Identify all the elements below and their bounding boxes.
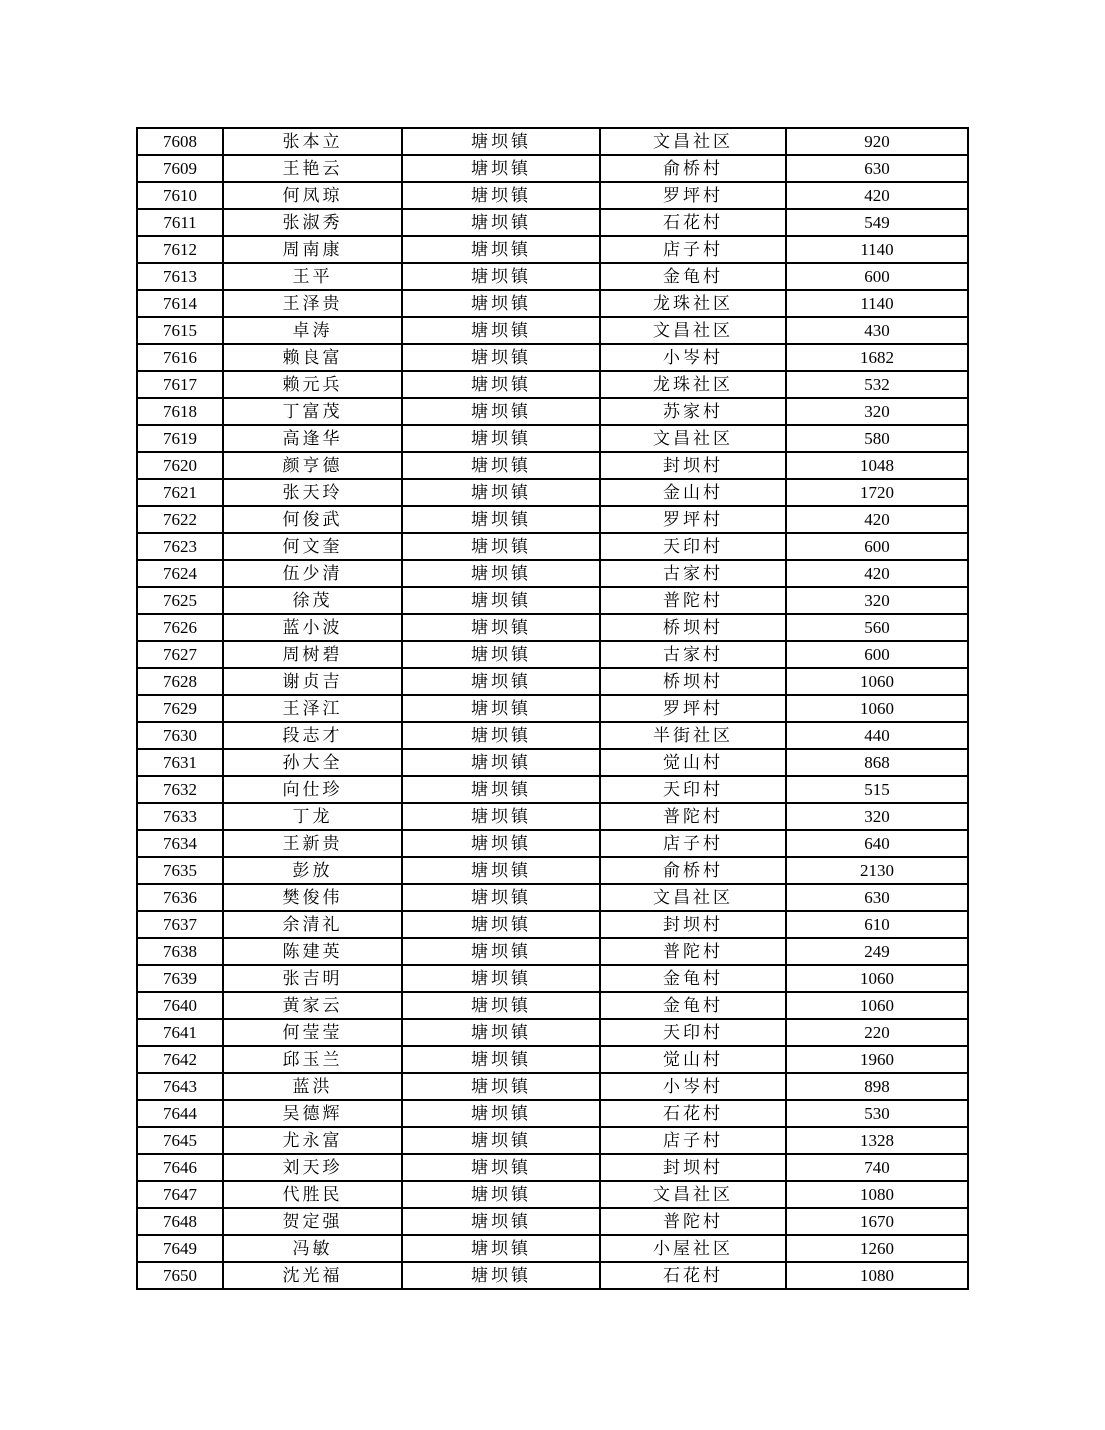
table-row <box>137 614 968 641</box>
cell-town: 塘坝镇 <box>402 722 600 749</box>
cell-name: 张本立 <box>223 128 402 155</box>
cell-id: 7643 <box>137 1073 223 1100</box>
cell-name: 王泽贵 <box>223 290 402 317</box>
cell-id: 7634 <box>137 830 223 857</box>
cell-amount: 1960 <box>786 1046 968 1073</box>
table-row <box>137 182 968 209</box>
cell-name: 樊俊伟 <box>223 884 402 911</box>
cell-village: 桥坝村 <box>600 614 786 641</box>
cell-name: 卓涛 <box>223 317 402 344</box>
table-row <box>137 668 968 695</box>
cell-town: 塘坝镇 <box>402 614 600 641</box>
cell-id: 7620 <box>137 452 223 479</box>
table-row <box>137 1262 968 1289</box>
cell-id: 7632 <box>137 776 223 803</box>
cell-village: 半街社区 <box>600 722 786 749</box>
cell-name: 张淑秀 <box>223 209 402 236</box>
table-row <box>137 128 968 155</box>
cell-town: 塘坝镇 <box>402 560 600 587</box>
cell-amount: 1060 <box>786 992 968 1019</box>
table-row <box>137 695 968 722</box>
cell-village: 金龟村 <box>600 965 786 992</box>
cell-village: 金龟村 <box>600 992 786 1019</box>
cell-name: 段志才 <box>223 722 402 749</box>
cell-name: 伍少清 <box>223 560 402 587</box>
table-row <box>137 830 968 857</box>
cell-id: 7641 <box>137 1019 223 1046</box>
cell-name: 何俊武 <box>223 506 402 533</box>
cell-amount: 1080 <box>786 1262 968 1289</box>
cell-town: 塘坝镇 <box>402 641 600 668</box>
table-row <box>137 803 968 830</box>
cell-name: 陈建英 <box>223 938 402 965</box>
cell-amount: 515 <box>786 776 968 803</box>
cell-town: 塘坝镇 <box>402 425 600 452</box>
cell-village: 店子村 <box>600 830 786 857</box>
cell-town: 塘坝镇 <box>402 236 600 263</box>
cell-village: 封坝村 <box>600 911 786 938</box>
cell-name: 蓝小波 <box>223 614 402 641</box>
cell-id: 7627 <box>137 641 223 668</box>
cell-name: 周树碧 <box>223 641 402 668</box>
cell-amount: 1140 <box>786 290 968 317</box>
cell-village: 文昌社区 <box>600 317 786 344</box>
cell-village: 文昌社区 <box>600 1181 786 1208</box>
cell-id: 7650 <box>137 1262 223 1289</box>
cell-amount: 740 <box>786 1154 968 1181</box>
cell-name: 蓝洪 <box>223 1073 402 1100</box>
cell-village: 小岑村 <box>600 344 786 371</box>
cell-name: 何莹莹 <box>223 1019 402 1046</box>
cell-id: 7633 <box>137 803 223 830</box>
cell-town: 塘坝镇 <box>402 1019 600 1046</box>
cell-name: 尤永富 <box>223 1127 402 1154</box>
cell-amount: 1080 <box>786 1181 968 1208</box>
cell-id: 7613 <box>137 263 223 290</box>
cell-amount: 2130 <box>786 857 968 884</box>
cell-amount: 249 <box>786 938 968 965</box>
cell-town: 塘坝镇 <box>402 695 600 722</box>
cell-amount: 600 <box>786 641 968 668</box>
cell-amount: 320 <box>786 587 968 614</box>
table-row <box>137 1073 968 1100</box>
table-row <box>137 1154 968 1181</box>
cell-name: 冯敏 <box>223 1235 402 1262</box>
cell-name: 张吉明 <box>223 965 402 992</box>
cell-name: 邱玉兰 <box>223 1046 402 1073</box>
cell-town: 塘坝镇 <box>402 209 600 236</box>
cell-village: 封坝村 <box>600 452 786 479</box>
cell-id: 7624 <box>137 560 223 587</box>
cell-town: 塘坝镇 <box>402 884 600 911</box>
cell-name: 王艳云 <box>223 155 402 182</box>
table-row <box>137 1100 968 1127</box>
cell-town: 塘坝镇 <box>402 290 600 317</box>
cell-town: 塘坝镇 <box>402 1181 600 1208</box>
table-row <box>137 1208 968 1235</box>
cell-id: 7628 <box>137 668 223 695</box>
cell-amount: 220 <box>786 1019 968 1046</box>
cell-id: 7612 <box>137 236 223 263</box>
cell-town: 塘坝镇 <box>402 128 600 155</box>
cell-name: 余清礼 <box>223 911 402 938</box>
table-row <box>137 506 968 533</box>
cell-id: 7618 <box>137 398 223 425</box>
cell-village: 金山村 <box>600 479 786 506</box>
table-row <box>137 155 968 182</box>
cell-town: 塘坝镇 <box>402 344 600 371</box>
cell-id: 7623 <box>137 533 223 560</box>
cell-name: 周南康 <box>223 236 402 263</box>
cell-name: 沈光福 <box>223 1262 402 1289</box>
cell-amount: 549 <box>786 209 968 236</box>
cell-amount: 530 <box>786 1100 968 1127</box>
cell-name: 彭放 <box>223 857 402 884</box>
cell-id: 7631 <box>137 749 223 776</box>
cell-name: 高逢华 <box>223 425 402 452</box>
cell-village: 天印村 <box>600 776 786 803</box>
cell-id: 7617 <box>137 371 223 398</box>
cell-town: 塘坝镇 <box>402 749 600 776</box>
cell-id: 7640 <box>137 992 223 1019</box>
cell-town: 塘坝镇 <box>402 452 600 479</box>
cell-village: 普陀村 <box>600 587 786 614</box>
cell-village: 苏家村 <box>600 398 786 425</box>
cell-name: 何文奎 <box>223 533 402 560</box>
cell-amount: 1670 <box>786 1208 968 1235</box>
table-row <box>137 398 968 425</box>
cell-town: 塘坝镇 <box>402 317 600 344</box>
cell-id: 7614 <box>137 290 223 317</box>
cell-name: 张天玲 <box>223 479 402 506</box>
cell-town: 塘坝镇 <box>402 803 600 830</box>
cell-amount: 320 <box>786 803 968 830</box>
cell-town: 塘坝镇 <box>402 587 600 614</box>
cell-town: 塘坝镇 <box>402 1127 600 1154</box>
table-row <box>137 911 968 938</box>
table-row <box>137 1019 968 1046</box>
table-row <box>137 425 968 452</box>
cell-village: 普陀村 <box>600 1208 786 1235</box>
cell-id: 7616 <box>137 344 223 371</box>
cell-name: 刘天珍 <box>223 1154 402 1181</box>
cell-town: 塘坝镇 <box>402 1073 600 1100</box>
cell-id: 7629 <box>137 695 223 722</box>
cell-id: 7645 <box>137 1127 223 1154</box>
cell-id: 7644 <box>137 1100 223 1127</box>
cell-town: 塘坝镇 <box>402 1100 600 1127</box>
table-row <box>137 1181 968 1208</box>
cell-name: 赖良富 <box>223 344 402 371</box>
table-row <box>137 479 968 506</box>
cell-village: 金龟村 <box>600 263 786 290</box>
table-container <box>136 127 969 1290</box>
cell-name: 颜亨德 <box>223 452 402 479</box>
cell-amount: 420 <box>786 560 968 587</box>
cell-town: 塘坝镇 <box>402 1262 600 1289</box>
cell-town: 塘坝镇 <box>402 1208 600 1235</box>
cell-amount: 1682 <box>786 344 968 371</box>
cell-name: 丁富茂 <box>223 398 402 425</box>
cell-id: 7638 <box>137 938 223 965</box>
cell-amount: 1060 <box>786 965 968 992</box>
cell-village: 罗坪村 <box>600 695 786 722</box>
cell-name: 吴德辉 <box>223 1100 402 1127</box>
cell-town: 塘坝镇 <box>402 1154 600 1181</box>
cell-id: 7639 <box>137 965 223 992</box>
cell-amount: 630 <box>786 884 968 911</box>
cell-village: 文昌社区 <box>600 884 786 911</box>
cell-id: 7622 <box>137 506 223 533</box>
cell-village: 石花村 <box>600 1100 786 1127</box>
table-row <box>137 317 968 344</box>
cell-village: 小岑村 <box>600 1073 786 1100</box>
cell-amount: 580 <box>786 425 968 452</box>
cell-town: 塘坝镇 <box>402 263 600 290</box>
table-row <box>137 965 968 992</box>
table-row <box>137 587 968 614</box>
table-row <box>137 938 968 965</box>
cell-name: 向仕珍 <box>223 776 402 803</box>
cell-village: 文昌社区 <box>600 128 786 155</box>
cell-amount: 1260 <box>786 1235 968 1262</box>
table-row <box>137 209 968 236</box>
cell-id: 7630 <box>137 722 223 749</box>
cell-id: 7611 <box>137 209 223 236</box>
cell-village: 俞桥村 <box>600 857 786 884</box>
cell-name: 王新贵 <box>223 830 402 857</box>
cell-town: 塘坝镇 <box>402 479 600 506</box>
cell-village: 封坝村 <box>600 1154 786 1181</box>
cell-town: 塘坝镇 <box>402 830 600 857</box>
cell-name: 代胜民 <box>223 1181 402 1208</box>
table-row <box>137 749 968 776</box>
cell-amount: 640 <box>786 830 968 857</box>
cell-amount: 420 <box>786 506 968 533</box>
cell-amount: 630 <box>786 155 968 182</box>
cell-town: 塘坝镇 <box>402 506 600 533</box>
table-row <box>137 344 968 371</box>
cell-id: 7610 <box>137 182 223 209</box>
cell-town: 塘坝镇 <box>402 1046 600 1073</box>
table-row <box>137 884 968 911</box>
cell-town: 塘坝镇 <box>402 992 600 1019</box>
cell-town: 塘坝镇 <box>402 155 600 182</box>
table-row <box>137 290 968 317</box>
cell-town: 塘坝镇 <box>402 371 600 398</box>
cell-village: 觉山村 <box>600 749 786 776</box>
cell-id: 7615 <box>137 317 223 344</box>
cell-id: 7637 <box>137 911 223 938</box>
cell-amount: 1060 <box>786 668 968 695</box>
cell-id: 7626 <box>137 614 223 641</box>
cell-amount: 440 <box>786 722 968 749</box>
cell-town: 塘坝镇 <box>402 938 600 965</box>
table-row <box>137 1127 968 1154</box>
cell-id: 7649 <box>137 1235 223 1262</box>
cell-amount: 610 <box>786 911 968 938</box>
cell-name: 赖元兵 <box>223 371 402 398</box>
cell-id: 7642 <box>137 1046 223 1073</box>
table-row <box>137 857 968 884</box>
table-row <box>137 371 968 398</box>
data-table <box>136 127 969 1290</box>
cell-village: 觉山村 <box>600 1046 786 1073</box>
cell-village: 俞桥村 <box>600 155 786 182</box>
cell-name: 徐茂 <box>223 587 402 614</box>
cell-amount: 1328 <box>786 1127 968 1154</box>
cell-name: 贺定强 <box>223 1208 402 1235</box>
cell-id: 7609 <box>137 155 223 182</box>
table-row <box>137 992 968 1019</box>
cell-town: 塘坝镇 <box>402 857 600 884</box>
cell-name: 黄家云 <box>223 992 402 1019</box>
cell-name: 孙大全 <box>223 749 402 776</box>
cell-id: 7647 <box>137 1181 223 1208</box>
cell-town: 塘坝镇 <box>402 1235 600 1262</box>
cell-id: 7636 <box>137 884 223 911</box>
table-row <box>137 1046 968 1073</box>
cell-town: 塘坝镇 <box>402 965 600 992</box>
cell-town: 塘坝镇 <box>402 182 600 209</box>
cell-village: 店子村 <box>600 1127 786 1154</box>
cell-village: 龙珠社区 <box>600 371 786 398</box>
cell-village: 龙珠社区 <box>600 290 786 317</box>
cell-town: 塘坝镇 <box>402 911 600 938</box>
cell-amount: 532 <box>786 371 968 398</box>
cell-town: 塘坝镇 <box>402 776 600 803</box>
table-row <box>137 533 968 560</box>
cell-amount: 1060 <box>786 695 968 722</box>
cell-amount: 1140 <box>786 236 968 263</box>
cell-amount: 560 <box>786 614 968 641</box>
cell-amount: 320 <box>786 398 968 425</box>
cell-name: 王平 <box>223 263 402 290</box>
cell-village: 店子村 <box>600 236 786 263</box>
cell-name: 谢贞吉 <box>223 668 402 695</box>
cell-name: 何凤琼 <box>223 182 402 209</box>
cell-id: 7619 <box>137 425 223 452</box>
cell-village: 天印村 <box>600 533 786 560</box>
cell-name: 王泽江 <box>223 695 402 722</box>
cell-village: 小屋社区 <box>600 1235 786 1262</box>
cell-town: 塘坝镇 <box>402 668 600 695</box>
cell-village: 罗坪村 <box>600 506 786 533</box>
cell-amount: 920 <box>786 128 968 155</box>
cell-id: 7621 <box>137 479 223 506</box>
cell-town: 塘坝镇 <box>402 533 600 560</box>
table-row <box>137 776 968 803</box>
cell-village: 石花村 <box>600 209 786 236</box>
cell-village: 罗坪村 <box>600 182 786 209</box>
cell-amount: 1720 <box>786 479 968 506</box>
table-row <box>137 641 968 668</box>
cell-village: 普陀村 <box>600 938 786 965</box>
cell-village: 古家村 <box>600 560 786 587</box>
table-row <box>137 236 968 263</box>
table-row <box>137 722 968 749</box>
cell-amount: 898 <box>786 1073 968 1100</box>
table-row <box>137 1235 968 1262</box>
cell-amount: 1048 <box>786 452 968 479</box>
cell-amount: 600 <box>786 263 968 290</box>
cell-id: 7635 <box>137 857 223 884</box>
cell-amount: 600 <box>786 533 968 560</box>
cell-village: 古家村 <box>600 641 786 668</box>
table-row <box>137 263 968 290</box>
cell-village: 普陀村 <box>600 803 786 830</box>
table-row <box>137 560 968 587</box>
cell-id: 7625 <box>137 587 223 614</box>
cell-town: 塘坝镇 <box>402 398 600 425</box>
cell-amount: 420 <box>786 182 968 209</box>
cell-id: 7646 <box>137 1154 223 1181</box>
cell-amount: 430 <box>786 317 968 344</box>
cell-village: 天印村 <box>600 1019 786 1046</box>
cell-village: 石花村 <box>600 1262 786 1289</box>
cell-id: 7648 <box>137 1208 223 1235</box>
cell-amount: 868 <box>786 749 968 776</box>
cell-name: 丁龙 <box>223 803 402 830</box>
table-body <box>137 128 968 1289</box>
table-row <box>137 452 968 479</box>
cell-village: 桥坝村 <box>600 668 786 695</box>
cell-id: 7608 <box>137 128 223 155</box>
cell-village: 文昌社区 <box>600 425 786 452</box>
